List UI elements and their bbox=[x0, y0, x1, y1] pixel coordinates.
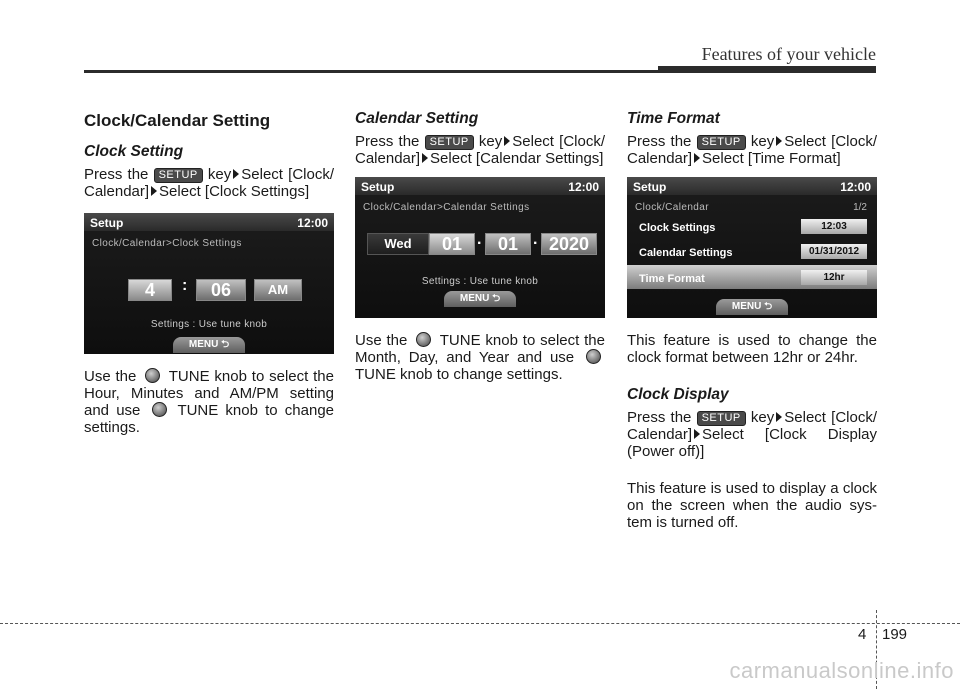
calendar-setting-heading: Calendar Setting bbox=[355, 110, 479, 127]
footer-rule bbox=[0, 623, 960, 624]
header-rule-tab bbox=[658, 66, 876, 73]
row-clock-settings[interactable]: Clock Settings bbox=[639, 222, 716, 234]
screen-title: Setup bbox=[361, 180, 395, 194]
column-calendar-setting bbox=[355, 110, 605, 383]
arrow-right-icon bbox=[233, 169, 239, 179]
arrow-right-icon bbox=[694, 153, 700, 163]
time-format-heading: Time Format bbox=[627, 110, 720, 127]
row-time-format-value: 12hr bbox=[801, 270, 867, 285]
column-time-format bbox=[627, 110, 877, 531]
weekday-field: Wed bbox=[367, 233, 429, 255]
screen-path: Clock/Calendar bbox=[635, 202, 709, 213]
page-number: 199 bbox=[882, 626, 908, 643]
back-arrow-icon: ⮌ bbox=[764, 301, 773, 312]
minute-field[interactable]: 06 bbox=[196, 279, 246, 301]
day-field[interactable]: 01 bbox=[485, 233, 531, 255]
time-format-description: This feature is used to change the clock format between 12hr or 24hr. bbox=[627, 332, 877, 366]
row-time-format[interactable]: Time Format bbox=[639, 273, 705, 285]
chapter-number: 4 bbox=[858, 626, 867, 643]
clock-setting-description: Use the TUNE knob to select the Hour, Minutes and AM/PM setting and use TUNE knob to change settings. bbox=[84, 368, 335, 436]
arrow-right-icon bbox=[694, 429, 700, 439]
time-separator: : bbox=[182, 277, 188, 294]
watermark: carmanualsonline.info bbox=[729, 658, 954, 683]
setup-key-icon: SETUP bbox=[154, 168, 203, 183]
header-title: Features of your vehicle bbox=[701, 44, 876, 64]
menu-button[interactable]: MENU ⮌ bbox=[173, 337, 245, 353]
screen-time: 12:00 bbox=[840, 180, 871, 194]
date-separator: . bbox=[533, 231, 538, 248]
screen-title: Setup bbox=[90, 216, 124, 230]
calendar-setting-instructions: Press the SETUP key Select [Clock/ Calendar] Select [Calendar Settings] bbox=[355, 133, 605, 167]
clock-setting-instructions: Press the SETUP key Select [Clock/ Calendar] Select [Clock Settings] bbox=[84, 166, 334, 200]
clock-display-description: This feature is used to display a clock on the screen when the audio sys- tem is turned off. bbox=[627, 480, 877, 531]
tune-knob-icon bbox=[152, 402, 167, 417]
tune-knob-icon bbox=[416, 332, 431, 347]
screen-page-indicator: 1/2 bbox=[853, 202, 867, 213]
menu-button[interactable]: MENU ⮌ bbox=[716, 299, 788, 315]
screen-title: Setup bbox=[633, 180, 667, 194]
tune-knob-icon bbox=[145, 368, 160, 383]
arrow-right-icon bbox=[422, 153, 428, 163]
month-field[interactable]: 01 bbox=[429, 233, 475, 255]
screen-time: 12:00 bbox=[297, 216, 328, 230]
setup-key-icon: SETUP bbox=[697, 135, 746, 150]
clock-settings-screen bbox=[84, 213, 334, 354]
arrow-right-icon bbox=[776, 136, 782, 146]
screen-path: Clock/Calendar>Calendar Settings bbox=[363, 202, 530, 213]
clock-display-instructions: Press the SETUP key Select [Clock/ Calendar] Select [Clock Display (Power off)] bbox=[627, 409, 877, 460]
row-calendar-settings[interactable]: Calendar Settings bbox=[639, 247, 733, 259]
column-clock-setting bbox=[84, 110, 334, 436]
clock-setting-heading: Clock Setting bbox=[84, 143, 184, 160]
clock-display-heading: Clock Display bbox=[627, 386, 729, 403]
back-arrow-icon: ⮌ bbox=[221, 339, 230, 350]
date-separator: . bbox=[477, 231, 482, 248]
arrow-right-icon bbox=[776, 412, 782, 422]
hour-field[interactable]: 4 bbox=[128, 279, 172, 301]
screen-hint: Settings : Use tune knob bbox=[421, 276, 539, 287]
year-field[interactable]: 2020 bbox=[541, 233, 597, 255]
time-format-instructions: Press the SETUP key Select [Clock/ Calendar] Select [Time Format] bbox=[627, 133, 877, 167]
setup-key-icon: SETUP bbox=[425, 135, 474, 150]
screen-path: Clock/Calendar>Clock Settings bbox=[92, 238, 242, 249]
arrow-right-icon bbox=[504, 136, 510, 146]
screen-hint: Settings : Use tune knob bbox=[150, 319, 268, 330]
calendar-setting-description: Use the TUNE knob to select the Month, Day, and Year and use TUNE knob to change settings. bbox=[355, 332, 605, 383]
section-title: Clock/Calendar Setting bbox=[84, 111, 271, 130]
tune-knob-icon bbox=[586, 349, 601, 364]
time-format-screen bbox=[627, 177, 877, 318]
calendar-settings-screen bbox=[355, 177, 605, 318]
row-calendar-settings-value: 01/31/2012 bbox=[801, 244, 867, 259]
arrow-right-icon bbox=[151, 186, 157, 196]
ampm-field[interactable]: AM bbox=[254, 279, 302, 301]
back-arrow-icon: ⮌ bbox=[492, 293, 501, 304]
row-clock-settings-value: 12:03 bbox=[801, 219, 867, 234]
menu-button[interactable]: MENU ⮌ bbox=[444, 291, 516, 307]
screen-time: 12:00 bbox=[568, 180, 599, 194]
setup-key-icon: SETUP bbox=[697, 411, 746, 426]
